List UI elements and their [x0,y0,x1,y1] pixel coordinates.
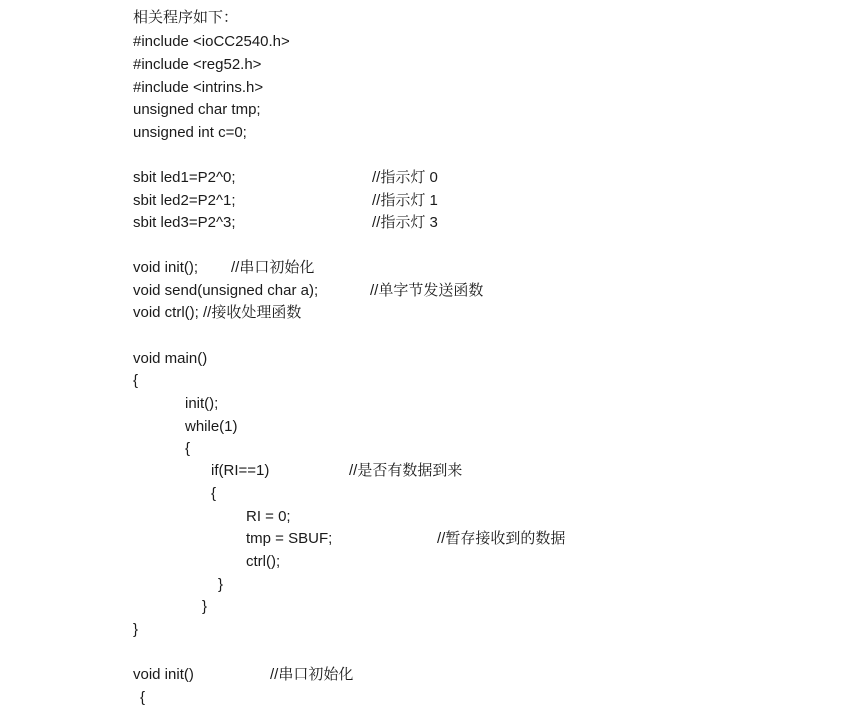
comment-led1: //指示灯 0 [372,169,438,186]
code-line-sbit-led3: sbit led3=P2^3; [133,214,236,231]
code-line-if-close-brace: } [218,576,224,593]
intro-text: 相关程序如下： [133,9,239,26]
code-line-include-iocc2540: #include <ioCC2540.h> [133,33,290,50]
code-line-include-intrins: #include <intrins.h> [133,79,264,96]
code-line-proto-ctrl: void ctrl(); //接收处理函数 [133,304,302,321]
code-line-decl-c: unsigned int c=0; [133,124,247,141]
code-line-if-open-brace: { [211,485,217,502]
code-line-tmp-assign: tmp = SBUF; [246,530,333,547]
code-line-main-signature: void main() [133,350,208,367]
comment-led2: //指示灯 1 [372,192,438,209]
code-line-include-reg52: #include <reg52.h> [133,56,262,73]
code-line-main-close-brace: } [133,621,139,638]
code-line-sbit-led1: sbit led1=P2^0; [133,169,236,186]
code-line-while-open-brace: { [185,440,191,457]
code-line-init-open-brace: { [140,689,146,706]
code-line-decl-tmp: unsigned char tmp; [133,101,261,118]
code-line-while: while(1) [185,418,238,435]
code-line-call-ctrl: ctrl(); [246,553,281,570]
comment-proto-init: //串口初始化 [231,259,315,276]
comment-init-signature: //串口初始化 [270,666,354,683]
code-line-if: if(RI==1) [211,462,270,479]
code-line-sbit-led2: sbit led2=P2^1; [133,192,236,209]
code-line-main-open-brace: { [133,372,139,389]
code-line-init-signature: void init() [133,666,194,683]
comment-if: //是否有数据到来 [349,462,463,479]
code-line-call-init: init(); [185,395,219,412]
code-line-ri-reset: RI = 0; [246,508,291,525]
comment-led3: //指示灯 3 [372,214,438,231]
comment-tmp-assign: //暂存接收到的数据 [437,530,566,547]
code-line-while-close-brace: } [202,598,208,615]
code-line-proto-init: void init(); [133,259,199,276]
comment-proto-send: //单字节发送函数 [370,282,484,299]
code-line-proto-send: void send(unsigned char a); [133,282,319,299]
